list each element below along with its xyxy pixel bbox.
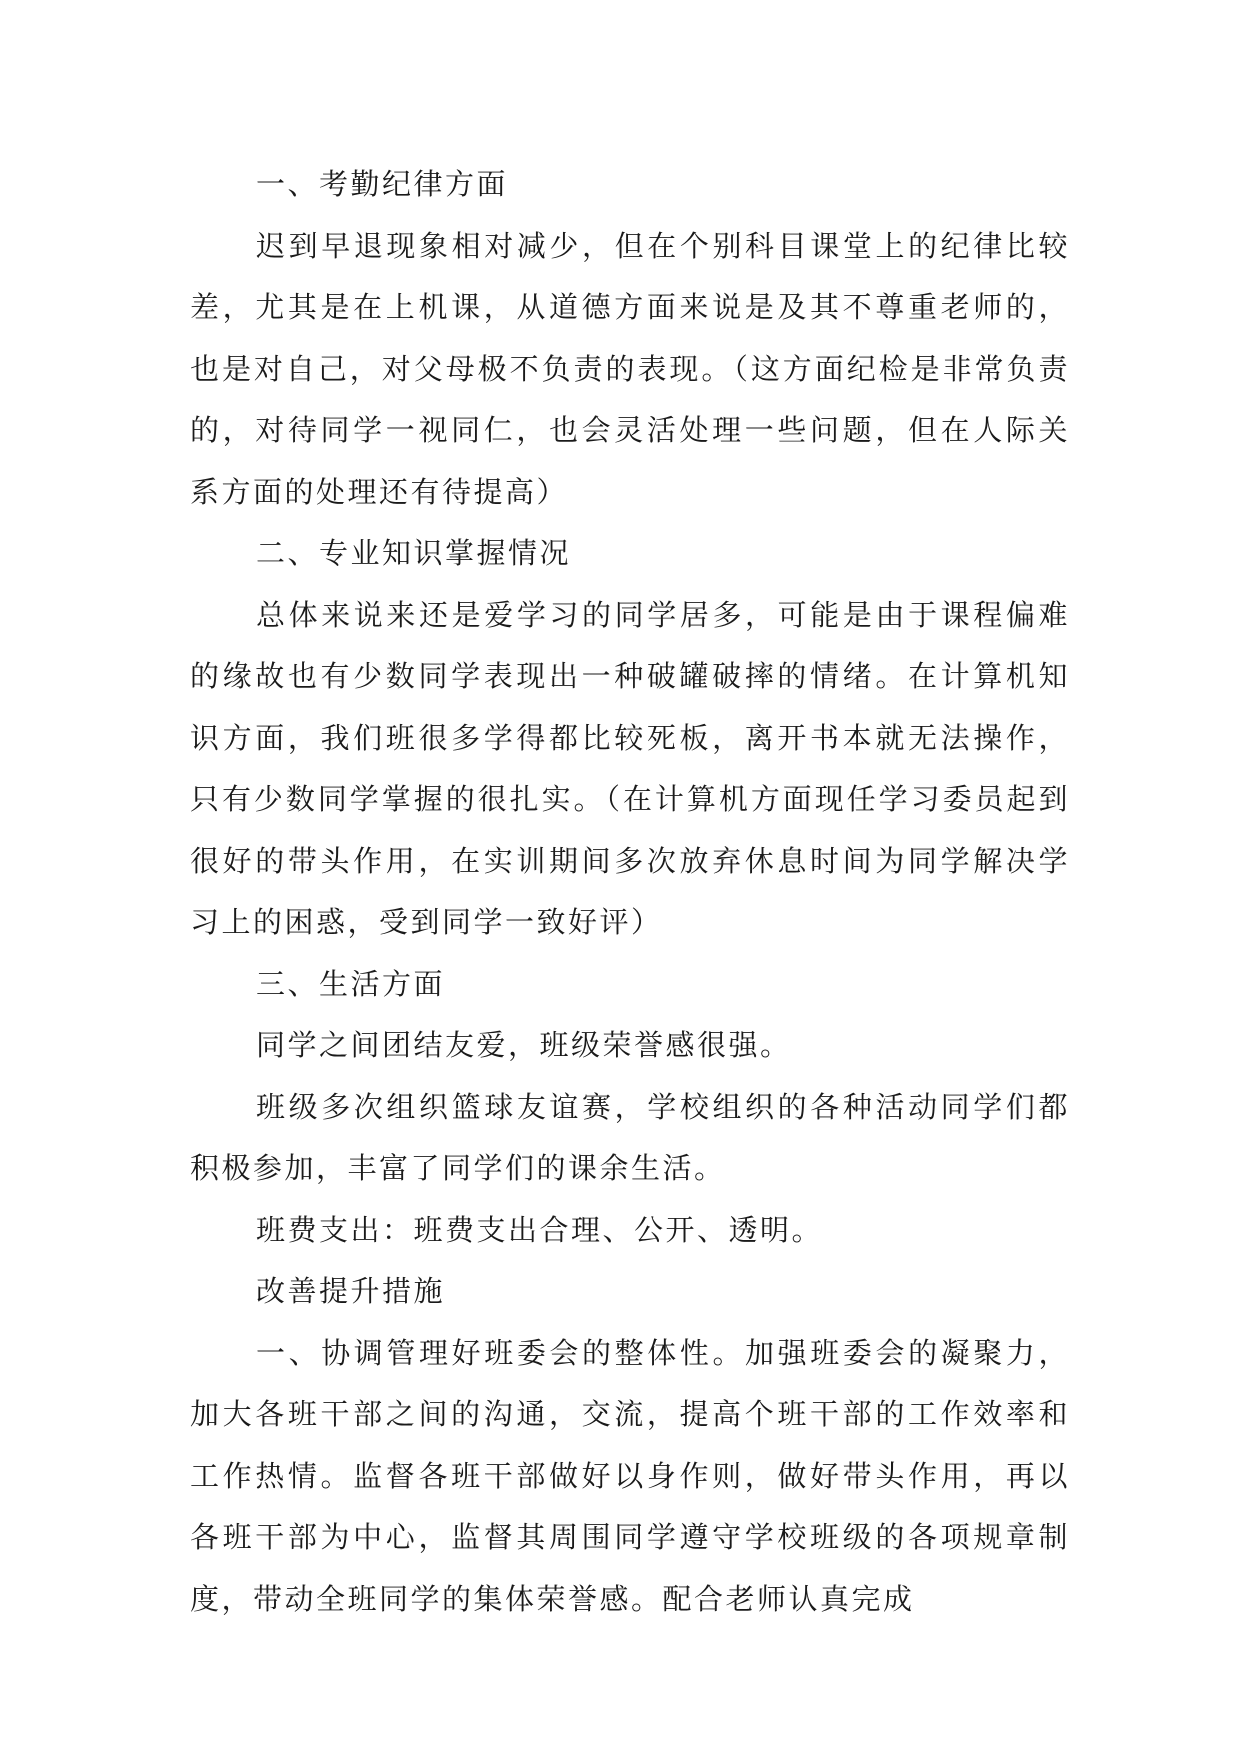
paragraph-attendance: 迟到早退现象相对减少，但在个别科目课堂上的纪律比较差，尤其是在上机课，从道德方面来说是及其不尊重老师的，也是对自己，对父母极不负责的表现。（这方面纪检是非常负责的，对待同学一视同仁，也会灵活处理一些问题，但在人际关系方面的处理还有待提高） bbox=[190, 228, 1070, 509]
paragraph-activities: 班级多次组织篮球友谊赛，学校组织的各种活动同学们都积极参加，丰富了同学们的课余生活。 bbox=[190, 1089, 1070, 1185]
section-heading-attendance: 一、考勤纪律方面 bbox=[256, 167, 509, 201]
paragraph-improvement-1: 一、协调管理好班委会的整体性。加强班委会的凝聚力，加大各班干部之间的沟通，交流，提高个班干部的工作效率和工作热情。监督各班干部做好以身作则，做好带头作用，再以各班干部为中心，监督其周围同学遵守学校班级的各项规章制度，带动全班同学的集体荣誉感。配合老师认真完成 bbox=[190, 1335, 1070, 1616]
paragraph-class-fee: 班费支出：班费支出合理、公开、透明。 bbox=[256, 1212, 824, 1247]
section-heading-knowledge: 二、专业知识掌握情况 bbox=[256, 536, 572, 570]
document-body bbox=[190, 154, 1070, 1630]
section-heading-improvement: 改善提升措施 bbox=[256, 1274, 446, 1308]
section-heading-life: 三、生活方面 bbox=[256, 966, 446, 1001]
paragraph-unity: 同学之间团结友爱，班级荣誉感很强。 bbox=[256, 1028, 792, 1062]
paragraph-knowledge: 总体来说来还是爱学习的同学居多，可能是由于课程偏难的缘故也有少数同学表现出一种破罐破摔的情绪。在计算机知识方面，我们班很多学得都比较死板，离开书本就无法操作，只有少数同学掌握的很扎实。（在计算机方面现任学习委员起到很好的带头作用，在实训期间多次放弃休息时间为同学解决学习上的困惑，受到同学一致好评） bbox=[190, 597, 1070, 939]
